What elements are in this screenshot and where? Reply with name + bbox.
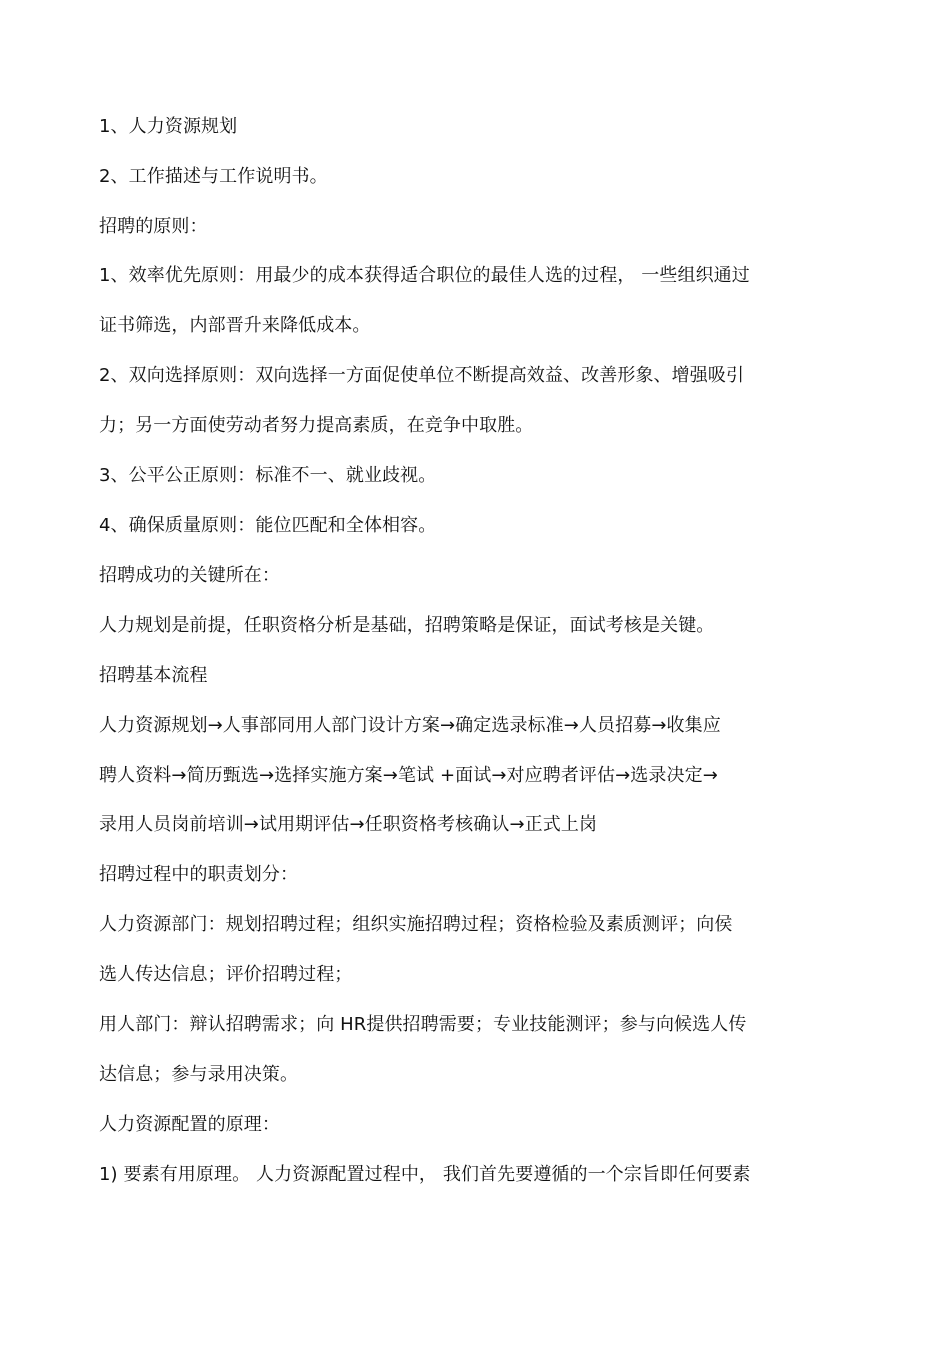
text-line: 用人部门：辩认招聘需求；向 HR提供招聘需要；专业技能测评；参与向候选人传 xyxy=(99,1014,747,1035)
text-line: 聘人资料→简历甄选→选择实施方案→笔试 +面试→对应聘者评估→选录决定→ xyxy=(99,765,718,786)
text-line: 1、效率优先原则：用最少的成本获得适合职位的最佳人选的过程， 一些组织通过 xyxy=(99,265,750,286)
text-line: 1、人力资源规划 xyxy=(99,116,238,137)
section-heading: 招聘过程中的职责划分： xyxy=(99,864,299,885)
text-line: 2、双向选择原则：双向选择一方面促使单位不断提高效益、改善形象、增强吸引 xyxy=(99,365,745,386)
text-line: 人力规划是前提，任职资格分析是基础，招聘策略是保证，面试考核是关键。 xyxy=(99,615,715,636)
text-line: 人力资源规划→人事部同用人部门设计方案→确定选录标准→人员招募→收集应 xyxy=(99,715,721,736)
text-line: 4、确保质量原则：能位匹配和全体相容。 xyxy=(99,515,437,536)
section-heading: 招聘成功的关键所在： xyxy=(99,565,280,586)
text-line: 人力资源部门：规划招聘过程；组织实施招聘过程；资格检验及素质测评；向侯 xyxy=(99,914,733,935)
text-line: 录用人员岗前培训→试用期评估→任职资格考核确认→正式上岗 xyxy=(99,814,598,835)
section-heading: 招聘基本流程 xyxy=(99,665,208,686)
text-line: 证书筛选，内部晋升来降低成本。 xyxy=(99,315,371,336)
text-line: 1) 要素有用原理。 人力资源配置过程中， 我们首先要遵循的一个宗旨即任何要素 xyxy=(99,1164,751,1185)
section-heading: 招聘的原则： xyxy=(99,216,208,237)
text-line: 3、公平公正原则：标准不一、就业歧视。 xyxy=(99,465,437,486)
text-line: 达信息；参与录用决策。 xyxy=(99,1064,299,1085)
text-line: 2、工作描述与工作说明书。 xyxy=(99,166,328,187)
section-heading: 人力资源配置的原理： xyxy=(99,1114,280,1135)
text-line: 力；另一方面使劳动者努力提高素质，在竞争中取胜。 xyxy=(99,415,534,436)
text-line: 选人传达信息；评价招聘过程； xyxy=(99,964,353,985)
